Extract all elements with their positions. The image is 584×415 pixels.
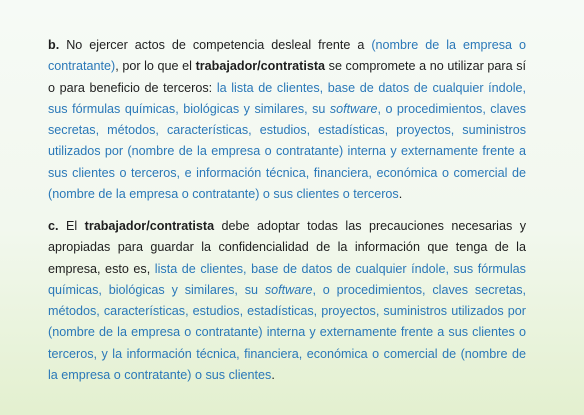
body-text: El <box>58 219 85 233</box>
bold-term: b. <box>48 38 60 52</box>
body-text: No ejercer actos de competencia desleal frente a <box>59 38 372 52</box>
placeholder-text: , o procedimientos, claves secretas, métodos, características, estudios, estadísticas, proyectos, suministros utilizados por (nombre de la empresa o contratante) interna y externamente frente a sus clientes o terceros, e información técnica, financiera, económica o comercial de (nombre de la empresa o contratante) o sus clientes o terceros <box>48 101 526 202</box>
body-text: se compromete a no utilizar para sí o para beneficio de terceros: <box>48 59 526 95</box>
placeholder-text: (nombre de la empresa o contratante) <box>48 38 527 74</box>
placeholder-text: lista de clientes, base de datos de cualquier índole, sus fórmulas químicas, biológicas y similares, su <box>48 261 526 297</box>
clause-b-paragraph <box>48 35 526 205</box>
bold-term: trabajador/contratista <box>84 219 215 233</box>
placeholder-text: la lista de clientes, base de datos de cualquier índole, sus fórmulas químicas, biológicas y similares, su <box>48 80 526 116</box>
bold-term: trabajador/contratista <box>195 59 326 74</box>
body-text: , por lo que el <box>115 59 196 74</box>
bold-term: c. <box>48 219 59 233</box>
clause-c-paragraph <box>48 216 526 386</box>
italic-placeholder-text: software <box>329 101 378 116</box>
body-text: debe adoptar todas las precauciones necesarias y apropiadas para guardar la confidencialidad de la información que tenga de la empresa, esto es, <box>48 219 526 276</box>
italic-placeholder-text: software <box>264 282 313 297</box>
body-text: . <box>398 187 403 202</box>
body-text: . <box>271 368 275 383</box>
placeholder-text: , o procedimientos, claves secretas, métodos, características, estudios, estadísticas, proyectos, suministros utilizados por (nombre de la empresa o contratante) interna y externamente frente a sus clientes o terceros, y la información técnica, financiera, económica o comercial de (nombre de la empresa o contratante) o sus clientes <box>48 282 526 383</box>
